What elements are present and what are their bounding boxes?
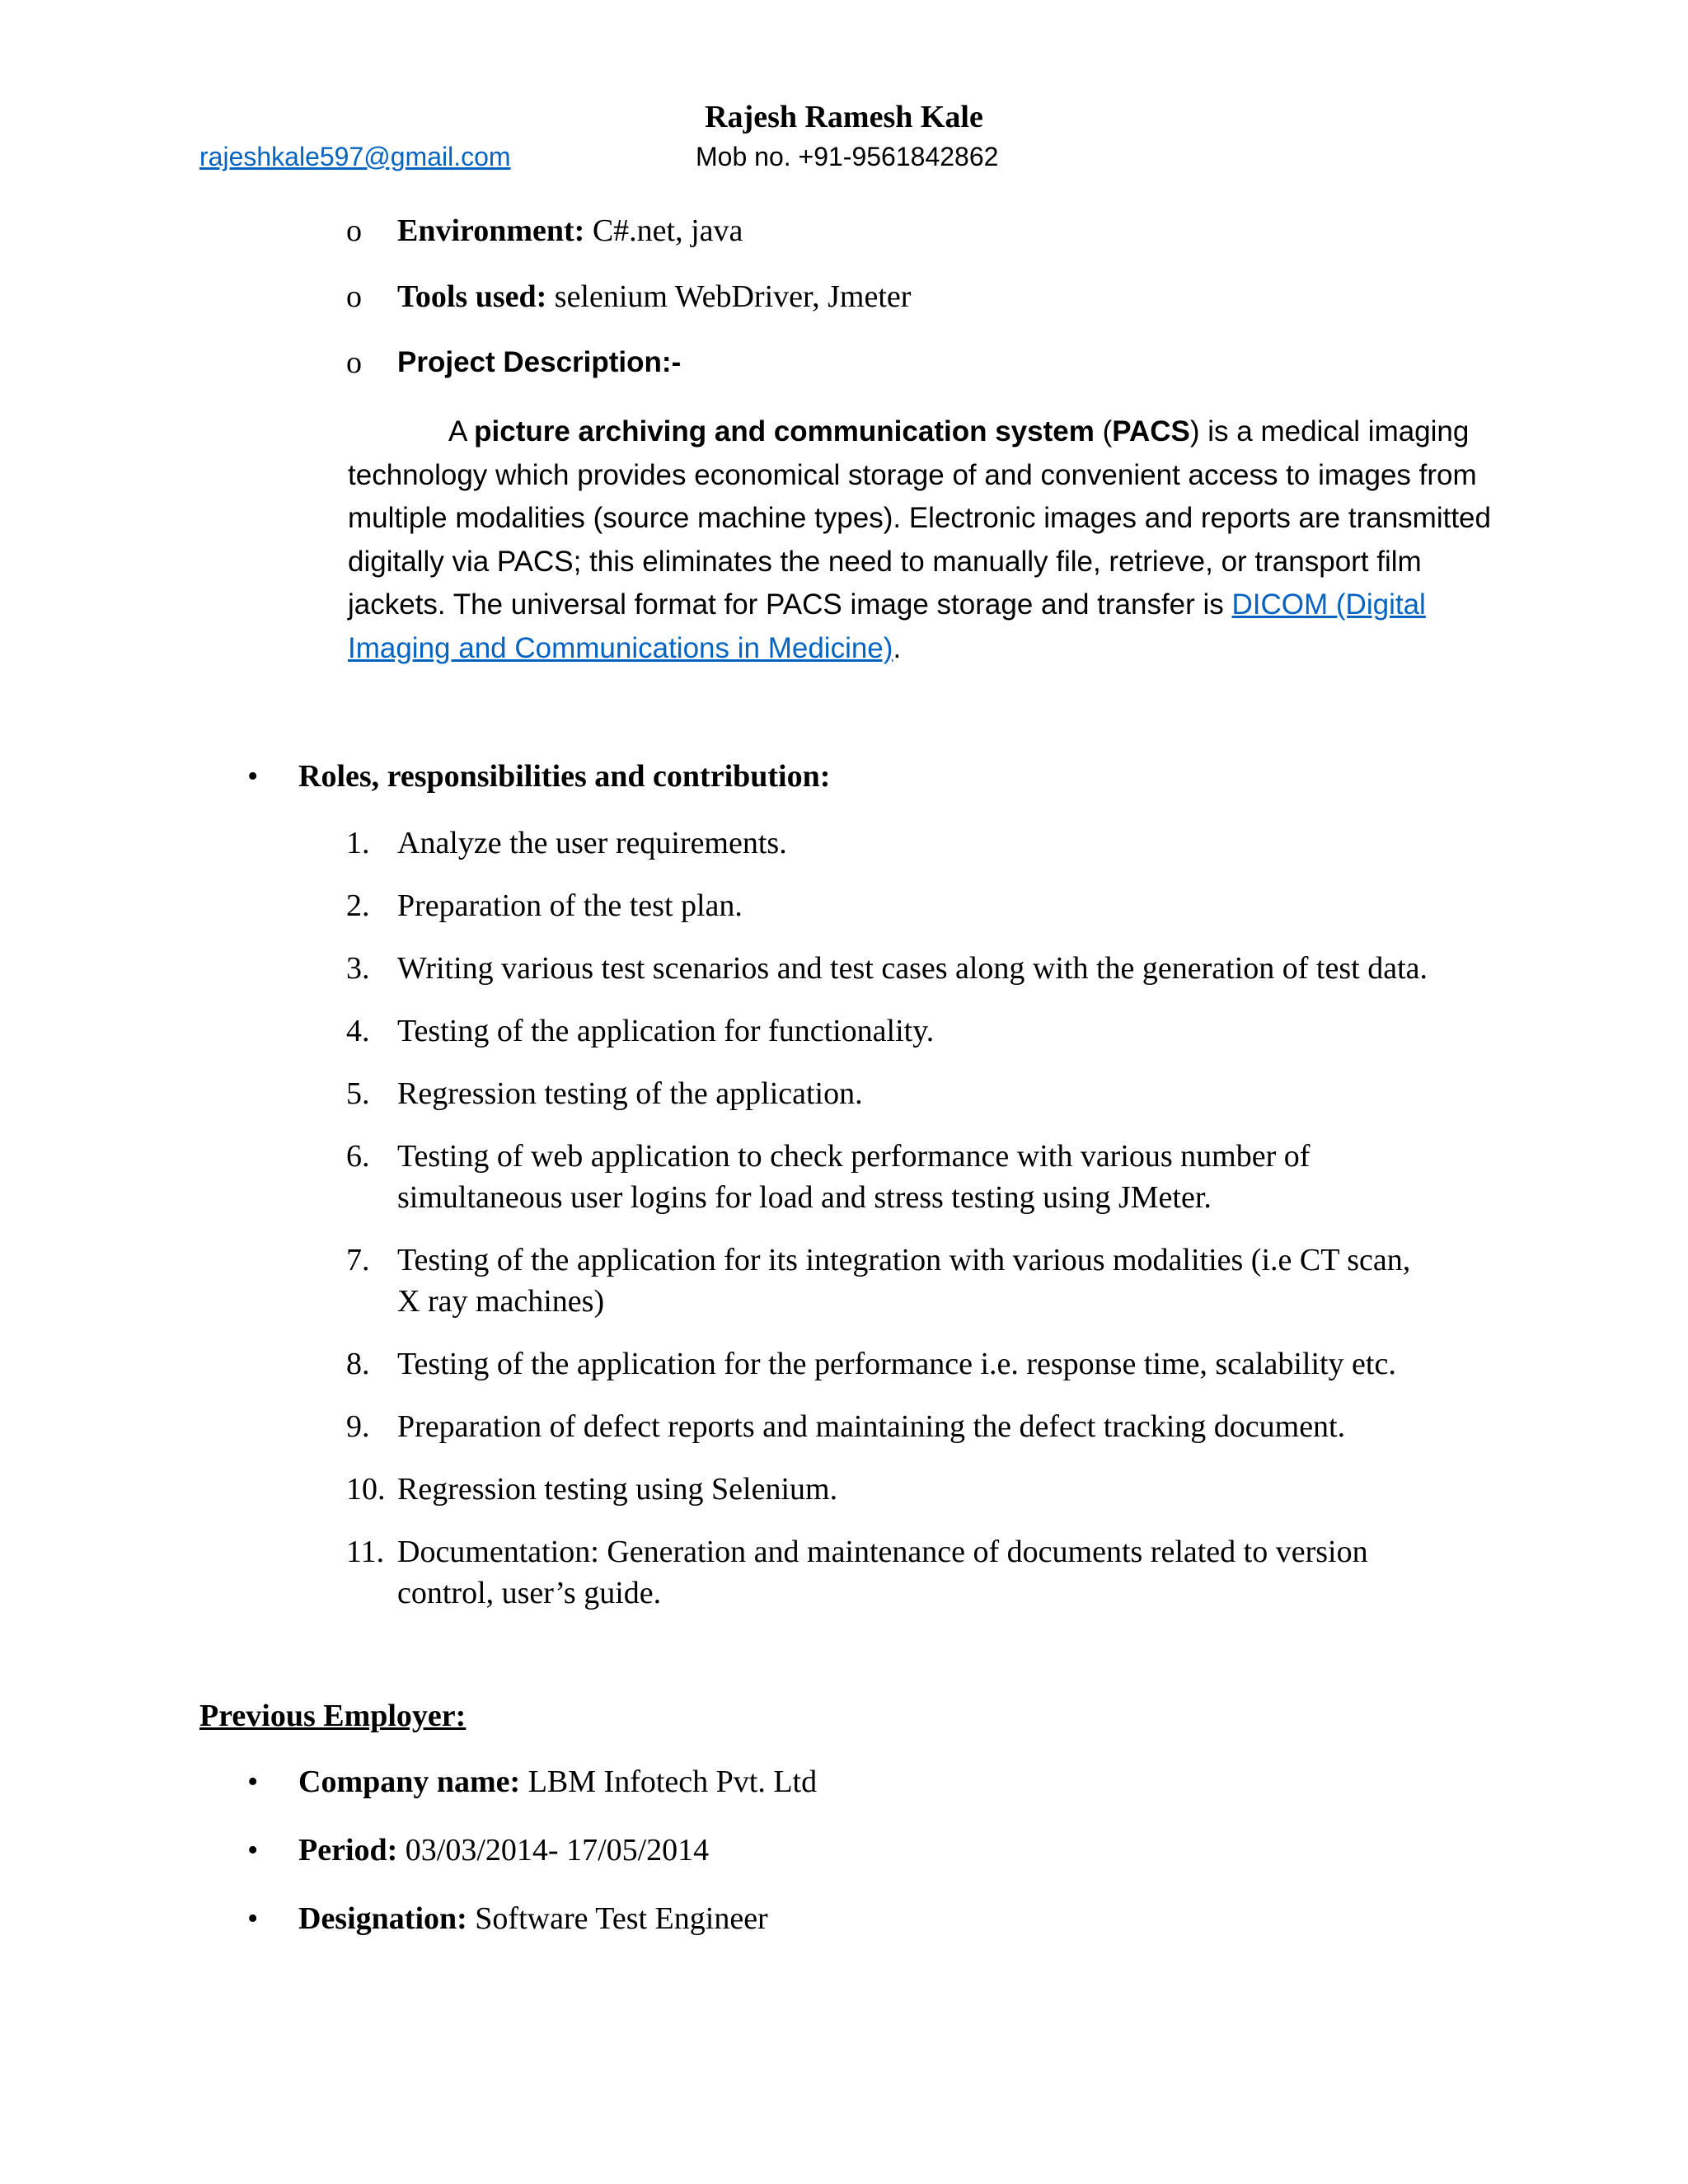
mobile-number: Mob no. +91-9561842862	[696, 142, 999, 171]
role-item-text: Writing various test scenarios and test cases along with the generation of test data.	[397, 951, 1428, 986]
environment-label: Environment:	[397, 213, 585, 248]
role-item-number: 2.	[346, 888, 370, 923]
role-item-number: 8.	[346, 1347, 370, 1381]
role-item-text: X ray machines)	[397, 1284, 605, 1319]
email-link[interactable]: rajeshkale597@gmail.com	[199, 142, 511, 171]
role-item-number: 10.	[346, 1472, 386, 1507]
tools-label: Tools used:	[397, 279, 547, 314]
candidate-name: Rajesh Ramesh Kale	[705, 100, 983, 134]
role-item-text: Regression testing of the application.	[397, 1076, 863, 1111]
bullet-icon: •	[247, 1765, 259, 1799]
role-item-text: Testing of web application to check performance with various number of	[397, 1139, 1311, 1174]
role-item-number: 3.	[346, 951, 370, 986]
environment-value: C#.net, java	[592, 213, 743, 248]
bullet-icon: •	[247, 1901, 259, 1936]
pacs-abbr: PACS	[1112, 415, 1190, 448]
project-description-label: Project Description:-	[397, 346, 682, 378]
period-value: 03/03/2014- 17/05/2014	[405, 1833, 710, 1868]
circle-bullet-icon: o	[346, 279, 362, 314]
dicom-link[interactable]: DICOM (Digital Imaging and Communications in Medicine)	[348, 588, 1426, 664]
role-item-text: Regression testing using Selenium.	[397, 1472, 838, 1507]
role-item-number: 5.	[346, 1076, 370, 1111]
role-item-text: Preparation of defect reports and maintaining the defect tracking document.	[397, 1409, 1346, 1444]
period-label: Period:	[298, 1833, 398, 1868]
role-item-text: Analyze the user requirements.	[397, 826, 787, 860]
circle-bullet-icon: o	[346, 345, 362, 380]
company-label: Company name:	[298, 1765, 521, 1799]
designation-value: Software Test Engineer	[475, 1901, 768, 1936]
role-item-text: Preparation of the test plan.	[397, 888, 743, 923]
bullet-icon: •	[247, 759, 259, 794]
role-item-text: Documentation: Generation and maintenance of documents related to version	[397, 1535, 1368, 1569]
role-item-text: Testing of the application for its integration with various modalities (i.e CT scan,	[397, 1243, 1411, 1277]
circle-bullet-icon: o	[346, 213, 362, 248]
previous-employer-heading: Previous Employer:	[199, 1699, 467, 1733]
role-item-text: Testing of the application for the performance i.e. response time, scalability etc.	[397, 1347, 1396, 1381]
role-item-text: Testing of the application for functionality.	[397, 1014, 935, 1048]
designation-label: Designation:	[298, 1901, 467, 1936]
role-item-number: 1.	[346, 826, 370, 860]
company-value: LBM Infotech Pvt. Ltd	[528, 1765, 818, 1799]
role-item-number: 11.	[346, 1535, 385, 1569]
role-item-number: 4.	[346, 1014, 370, 1048]
roles-heading: Roles, responsibilities and contribution:	[298, 759, 831, 794]
role-item-number: 6.	[346, 1139, 370, 1174]
bullet-icon: •	[247, 1833, 259, 1868]
role-item-text: control, user’s guide.	[397, 1576, 662, 1610]
tools-value: selenium WebDriver, Jmeter	[554, 279, 912, 314]
role-item-number: 7.	[346, 1243, 370, 1277]
pacs-term: picture archiving and communication system	[474, 415, 1095, 448]
project-description: A picture archiving and communication system (PACS) is a medical imaging technology which provides economical storage of and convenient access to images from multiple modalities (source machine types). Electronic images and reports are transmitted digitally via PACS; this eliminates the need to manually file, retrieve, or transport film jackets. The universal format for PACS image storage and transfer is DICOM (Digital Imaging and Communications in Medicine).	[348, 415, 1491, 664]
role-item-number: 9.	[346, 1409, 370, 1444]
role-item-text: simultaneous user logins for load and stress testing using JMeter.	[397, 1180, 1212, 1215]
